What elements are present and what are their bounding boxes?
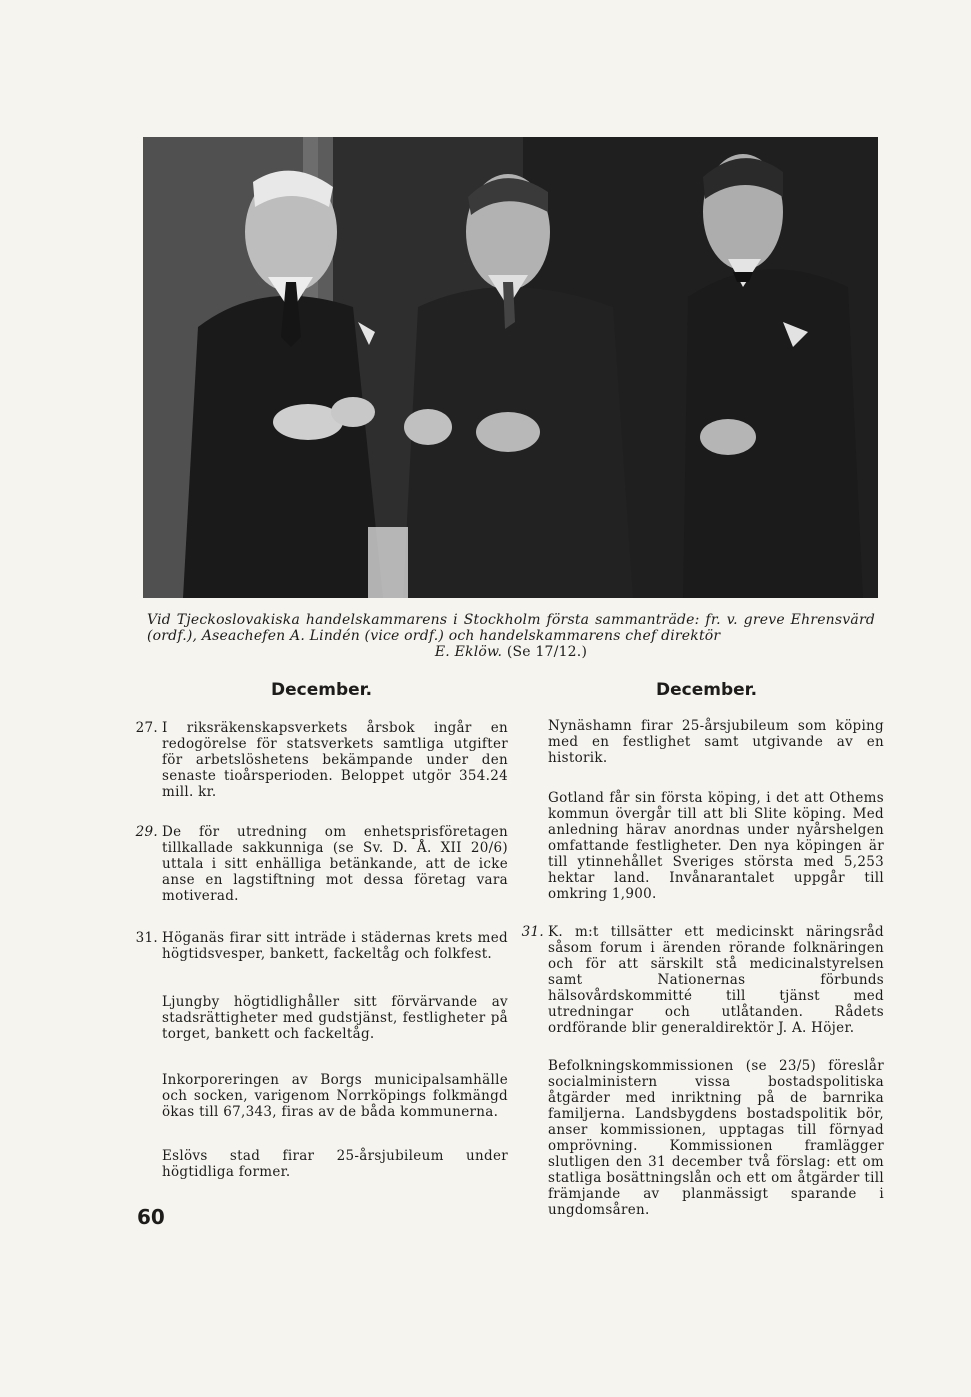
caption-line-1: Vid Tjeckoslovakiska handelskammarens i Stockholm första sammanträde: fr. v. greve Ehrensvärd (ordf.), Aseachefen A. Lindén (vice ordf.) och handelskammarens chef direktör (147, 612, 875, 644)
entry-text: Nynäshamn firar 25-årsjubileum som köping med en festlighet samt utgivande av en historik. (548, 718, 884, 766)
photograph (143, 137, 878, 598)
entry (548, 1058, 884, 1218)
entry-day: 31. (135, 930, 158, 946)
page-number: 60 (137, 1205, 165, 1229)
entry (162, 1148, 508, 1180)
month-header-left: December. (271, 680, 373, 700)
caption-line-2 (147, 644, 875, 660)
photograph-illustration (143, 137, 878, 598)
entry (521, 924, 884, 1036)
month-header-right: December. (656, 680, 758, 700)
entry-text: I riksräkenskapsverkets årsbok ingår en redogörelse för statsverkets samtliga utgifter för arbetslöshetens bekämpande under den senaste tioårsperioden. Beloppet utgör 354.24 mill. kr. (162, 720, 508, 800)
left-column (135, 720, 508, 1180)
entry-day: 27. (135, 720, 158, 736)
entry-text: Inkorporeringen av Borgs municipalsamhälle och socken, varigenom Norrköpings folkmängd ökas till 67,343, firas av de båda kommunerna. (162, 1072, 508, 1120)
entry-text: Ljungby högtidlighåller sitt förvärvande av stadsrättigheter med gudstjänst, festligheter på torget, bankett och fackeltåg. (162, 994, 508, 1042)
entry (135, 720, 508, 800)
caption-name: E. Eklöw. (434, 644, 503, 660)
entry (548, 790, 884, 902)
entry (162, 1072, 508, 1120)
entry-text: Höganäs firar sitt inträde i städernas krets med högtidsvesper, bankett, fackeltåg och folkfest. (162, 930, 508, 962)
entry-day: 29. (135, 824, 158, 840)
entry (135, 930, 508, 962)
entry-text: Gotland får sin första köping, i det att Othems kommun övergår till att bli Slite köping. Med anledning härav anordnas under nyårshelgen omfattande festligheter. Den nya köpingen är till ytinnehållet Sveriges största med 5,253 hektar land. Invånarantalet uppgår till omkring 1,900. (548, 790, 884, 902)
right-column (521, 718, 884, 1218)
entry (548, 718, 884, 766)
entry-text: Befolkningskommissionen (se 23/5) föreslår socialministern vissa bostadspolitiska åtgärder med inriktning på de barnrika familjerna. Landsbygdens bostadspolitik bör, anser kommissionen, upptagas till förnyad omprövning. Kommissionen framlägger slutligen den 31 december två förslag: ett om statliga bosättningslån och ett om åtgärder till främjande av planmässigt sparande i ungdomsåren. (548, 1058, 884, 1218)
photo-caption (147, 612, 875, 660)
entry-text: Eslövs stad firar 25-årsjubileum under högtidliga former. (162, 1148, 508, 1180)
entry-day: 31. (521, 924, 544, 940)
entry-text: K. m:t tillsätter ett medicinskt näringsråd såsom forum i ärenden rörande folknäringen och för att särskilt stå medicinalstyrelsen samt Nationernas förbunds hälsovårdskommitté till tjänst med utredningar och utlåtanden. Rådets ordförande blir generaldirektör J. A. Höjer. (548, 924, 884, 1036)
caption-reference: (Se 17/12.) (506, 644, 588, 660)
entry (162, 994, 508, 1042)
entry-text: De för utredning om enhetsprisföretagen tillkallade sakkunniga (se Sv. D. Å. XII 20/6) uttala i sitt enhälliga betänkande, att de icke anse en lagstiftning mot dessa företag vara motiverad. (162, 824, 508, 904)
entry (135, 824, 508, 904)
